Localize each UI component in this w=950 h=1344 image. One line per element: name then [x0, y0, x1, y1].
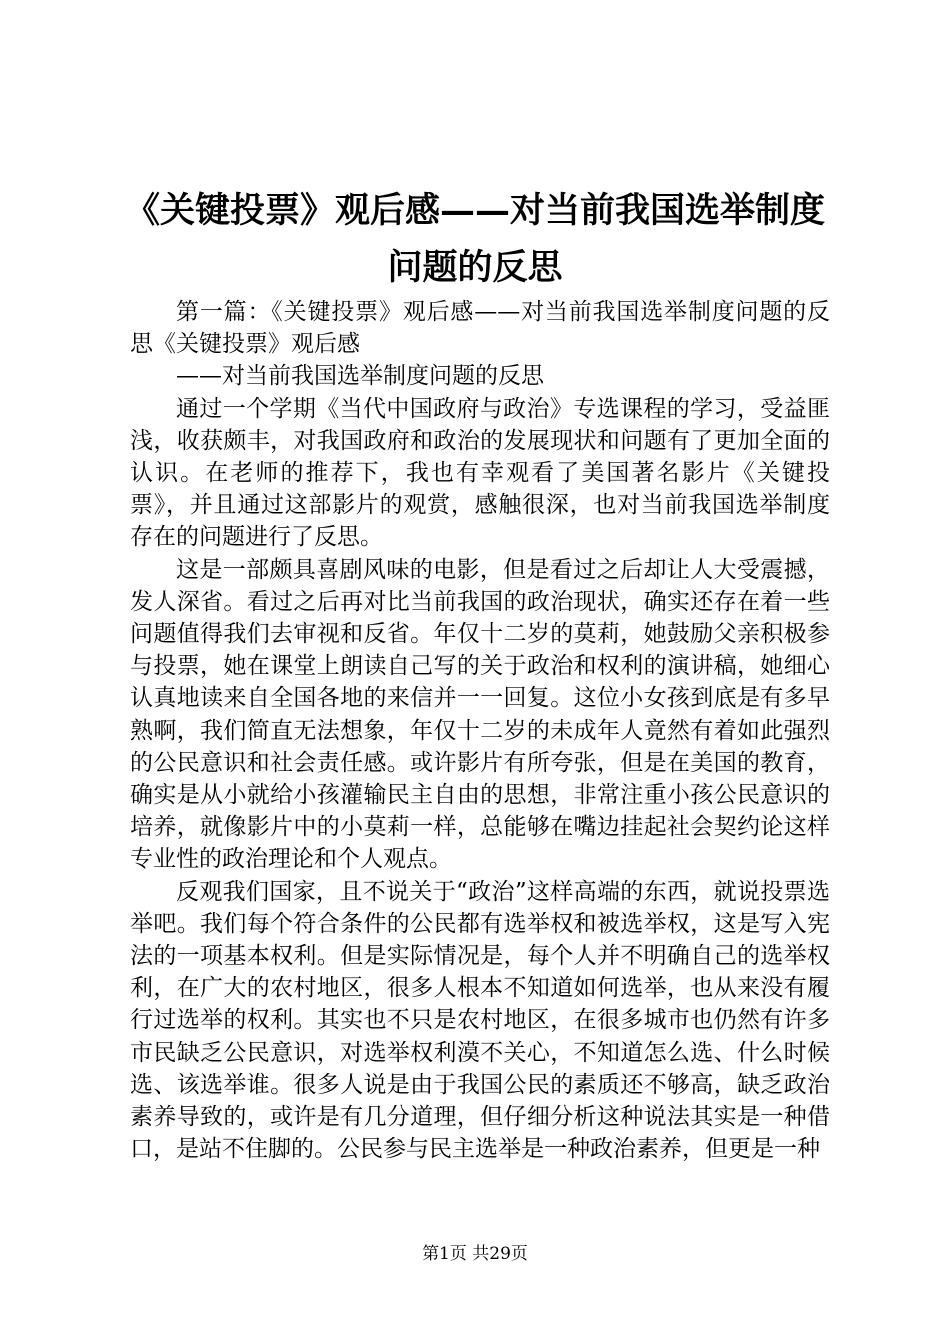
paragraph: 反观我们国家，且不说关于“政治”这样高端的东西，就说投票选举吧。我们每个符合条件的公民都有选举权和被选举权，这是写入宪法的一项基本权利。但是实际情况是，每个人并不明确自己的选举权利，在广大的农村地区，很多人根本不知道如何选举，也从来没有履行过选举的权利。其实也不只是农村地区，在很多城市也仍然有许多市民缺乏公民意识，对选举权利漠不关心，不知道怎么选、什么时候选、该选举谁。很多人说是由于我国公民的素质还不够高，缺乏政治素养导致的，或许是有几分道理，但仔细分析这种说法其实是一种借口，是站不住脚的。公民参与民主选举是一种政治素养，但更是一种	[130, 878, 830, 1163]
document-body	[130, 296, 830, 1186]
paragraph-subtitle: ——对当前我国选举制度问题的反思	[176, 363, 544, 390]
document-title-line-2: 问题的反思	[387, 247, 563, 288]
page-number-footer: 第1页 共29页	[422, 1244, 528, 1264]
paragraph: 这是一部颇具喜剧风味的电影，但是看过之后却让人大受震撼，发人深省。看过之后再对比当前我国的政治现状，确实还存在着一些问题值得我们去审视和反省。年仅十二岁的莫莉，她鼓励父亲积极参与投票，她在课堂上朗读自己写的关于政治和权利的演讲稿，她细心认真地读来自全国各地的来信并一一回复。这位小女孩到底是有多早熟啊，我们简直无法想象，年仅十二岁的未成年人竟然有着如此强烈的公民意识和社会责任感。或许影片有所夸张，但是在美国的教育，确实是从小就给小孩灌输民主自由的思想，非常注重小孩公民意识的培养，就像影片中的小莫莉一样，总能够在嘴边挂起社会契约论这样专业性的政治理论和个人观点。	[130, 556, 830, 873]
paragraph: 通过一个学期《当代中国政府与政治》专选课程的学习，受益匪浅，收获颇丰，对我国政府和政治的发展现状和问题有了更加全面的认识。在老师的推荐下，我也有幸观看了美国著名影片《关键投票》，并且通过这部影片的观赏，感触很深，也对当前我国选举制度存在的问题进行了反思。	[130, 395, 830, 551]
paragraph-heading: 第一篇：《关键投票》观后感——对当前我国选举制度问题的反思《关键投票》观后感	[130, 299, 830, 358]
document-title-line-1: 《关键投票》观后感——对当前我国选举制度	[124, 190, 825, 231]
